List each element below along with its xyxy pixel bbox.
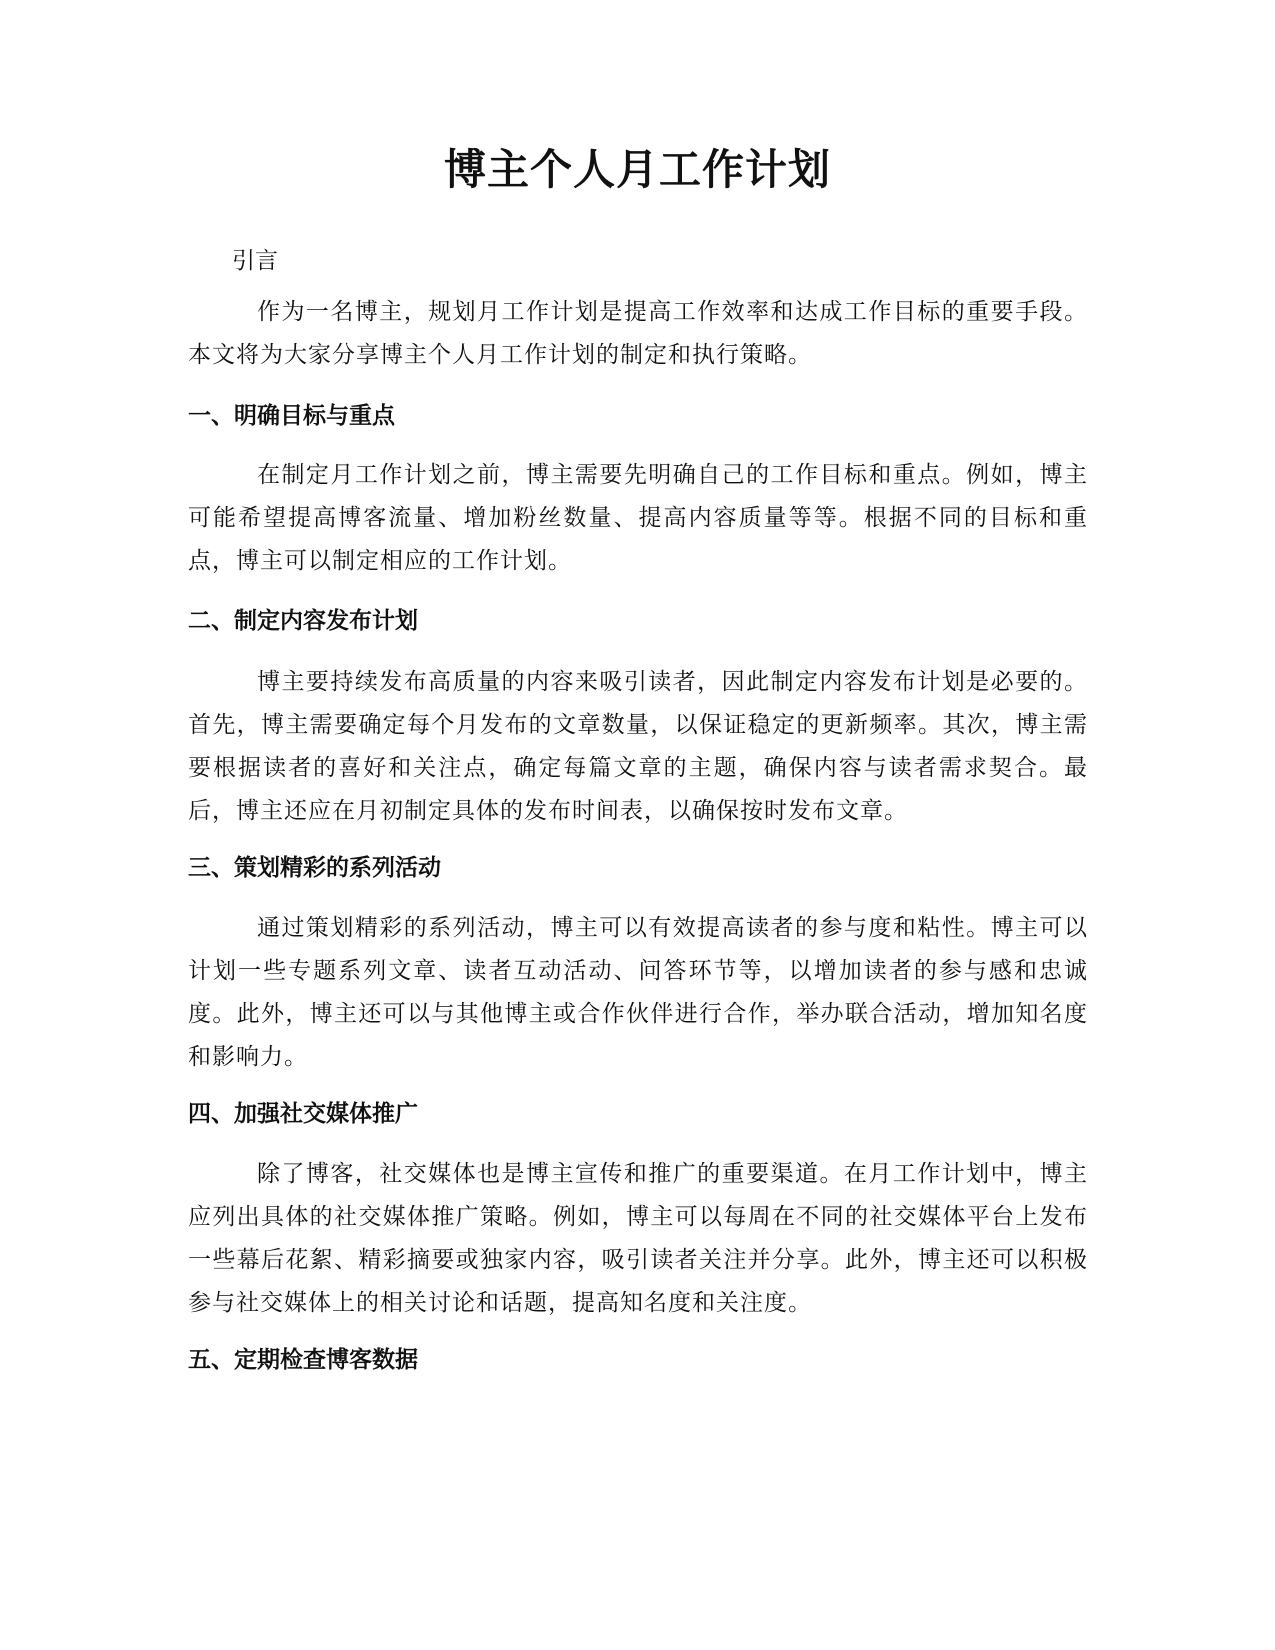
section-paragraph-4: 除了博客，社交媒体也是博主宣传和推广的重要渠道。在月工作计划中，博主应列出具体的社交媒体推广策略。例如，博主可以每周在不同的社交媒体平台上发布一些幕后花絮、精彩摘要或独家内容，吸引读者关注并分享。此外，博主还可以积极参与社交媒体上的相关讨论和话题，提高知名度和关注度。	[188, 1161, 1088, 1316]
section-heading-4: 四、加强社交媒体推广	[188, 1101, 418, 1127]
section-paragraph-1: 在制定月工作计划之前，博主需要先明确自己的工作目标和重点。例如，博主可能希望提高博客流量、增加粉丝数量、提高内容质量等等。根据不同的目标和重点，博主可以制定相应的工作计划。	[188, 462, 1088, 574]
section-paragraph-3: 通过策划精彩的系列活动，博主可以有效提高读者的参与度和粘性。博主可以计划一些专题系列文章、读者互动活动、问答环节等，以增加读者的参与感和忠诚度。此外，博主还可以与其他博主或合作伙伴进行合作，举办联合活动，增加知名度和影响力。	[188, 915, 1088, 1070]
intro-paragraph: 作为一名博主，规划月工作计划是提高工作效率和达成工作目标的重要手段。本文将为大家分享博主个人月工作计划的制定和执行策略。	[188, 299, 1088, 368]
section-paragraph-2: 博主要持续发布高质量的内容来吸引读者，因此制定内容发布计划是必要的。首先，博主需要确定每个月发布的文章数量，以保证稳定的更新频率。其次，博主需要根据读者的喜好和关注点，确定每篇文章的主题，确保内容与读者需求契合。最后，博主还应在月初制定具体的发布时间表，以确保按时发布文章。	[188, 669, 1088, 824]
section-heading-3: 三、策划精彩的系列活动	[188, 855, 441, 881]
section-heading-5: 五、定期检查博客数据	[188, 1347, 418, 1373]
document-title: 博主个人月工作计划	[443, 145, 831, 194]
section-heading-1: 一、明确目标与重点	[188, 403, 395, 429]
section-heading-2: 二、制定内容发布计划	[188, 608, 418, 634]
intro-label: 引言	[232, 248, 278, 274]
